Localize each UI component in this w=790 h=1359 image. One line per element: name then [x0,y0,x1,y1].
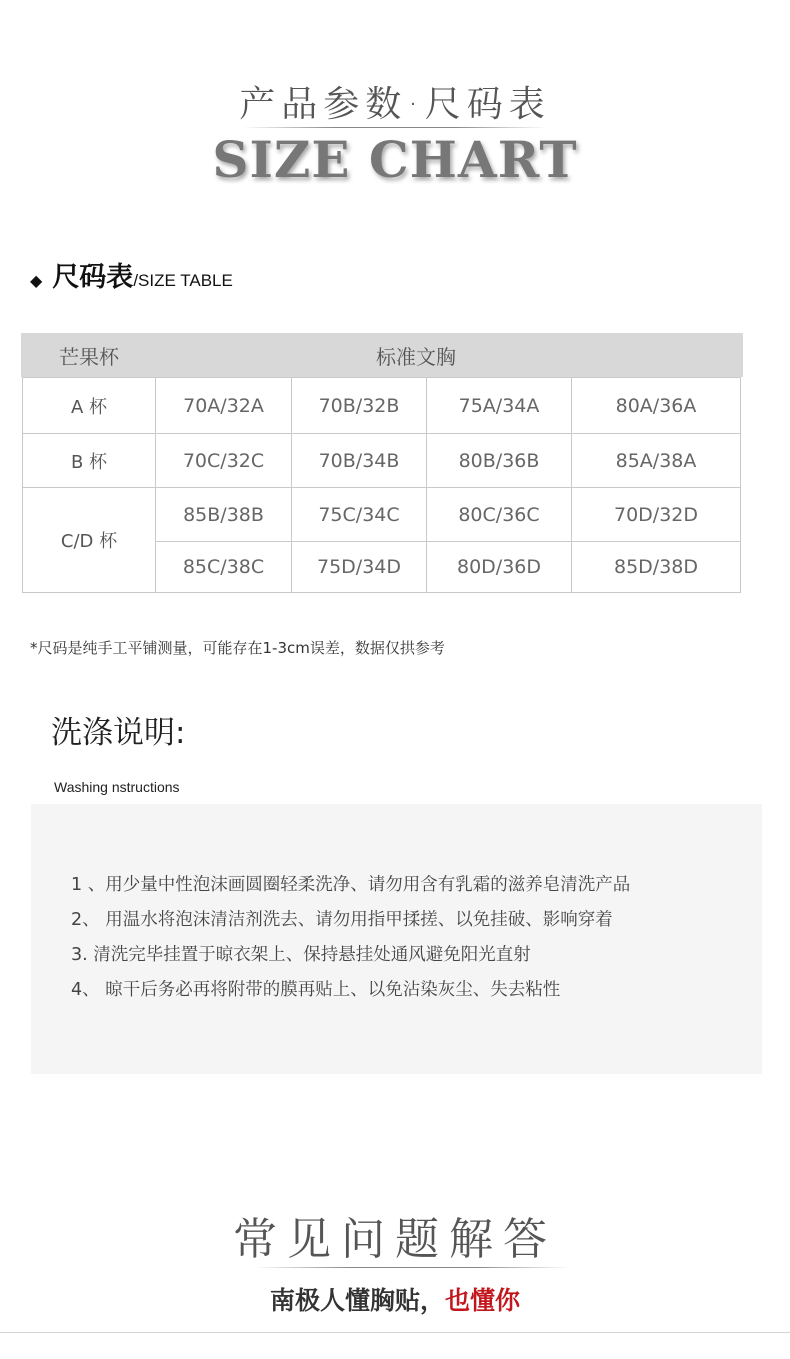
cup-label-b: B 杯 [23,434,156,488]
diamond-bullet-icon: ◆ [30,271,43,290]
washing-subtitle: Washing nstructions [54,779,180,795]
header-title-en: SIZE CHART [212,130,578,189]
size-cell: 75A/34A [427,378,572,434]
size-cell: 70C/32C [156,434,292,488]
faq-slogan-part2: 也懂你 [445,1286,521,1315]
header-title-cn: 产品参数·尺码表 [239,84,551,125]
size-section-title-cn: 尺码表 [52,262,134,293]
measurement-note: *尺码是纯手工平铺测量，可能存在1-3cm误差，数据仅拱参考 [30,639,445,657]
size-cell: 70B/32B [292,378,427,434]
size-cell: 75C/34C [292,488,427,542]
washing-step-3: 3. 清洗完毕挂置于晾衣架上、保持悬挂处通风避免阳光直射 [71,945,531,965]
faq-slogan-part1: 南极人懂胸贴， [269,1286,445,1315]
size-cell: 80D/36D [427,542,572,593]
cup-label-a: A 杯 [23,378,156,434]
washing-title: 洗涤说明: [51,715,186,751]
cup-label-cd: C/D 杯 [23,488,156,593]
size-cell: 80B/36B [427,434,572,488]
size-cell: 85B/38B [156,488,292,542]
washing-instructions-box [31,804,762,1074]
washing-step-4: 4、 晾干后务必再将附带的膜再贴上、以免沾染灰尘、失去粘性 [71,980,561,1000]
size-cell: 85D/38D [572,542,741,593]
bottom-divider [0,1332,790,1333]
size-cell: 75D/34D [292,542,427,593]
size-cell: 85A/38A [572,434,741,488]
size-section-title-en: /SIZE TABLE [133,271,233,290]
table-row [23,378,741,434]
size-cell: 70D/32D [572,488,741,542]
faq-title: 常见问题解答 [233,1214,557,1265]
size-section-heading [30,255,233,295]
header-cell-standard-bra: 标准文胸 [376,345,456,369]
table-row [23,434,741,488]
size-cell: 70A/32A [156,378,292,434]
size-cell: 80A/36A [572,378,741,434]
size-cell: 80C/36C [427,488,572,542]
faq-slogan [0,1281,790,1317]
header-cell-mango-cup: 芒果杯 [59,345,119,369]
washing-step-1: 1 、用少量中性泡沫画圆圈轻柔洗净、请勿用含有乳霜的滋养皂清洗产品 [71,875,631,895]
header-divider [243,127,547,128]
size-table [22,377,741,593]
size-cell: 70B/34B [292,434,427,488]
size-table-header [21,333,743,377]
table-row [23,488,741,542]
faq-divider [255,1267,570,1268]
size-cell: 85C/38C [156,542,292,593]
washing-step-2: 2、 用温水将泡沫清洁剂洗去、请勿用指甲揉搓、以免挂破、影响穿着 [71,910,613,930]
